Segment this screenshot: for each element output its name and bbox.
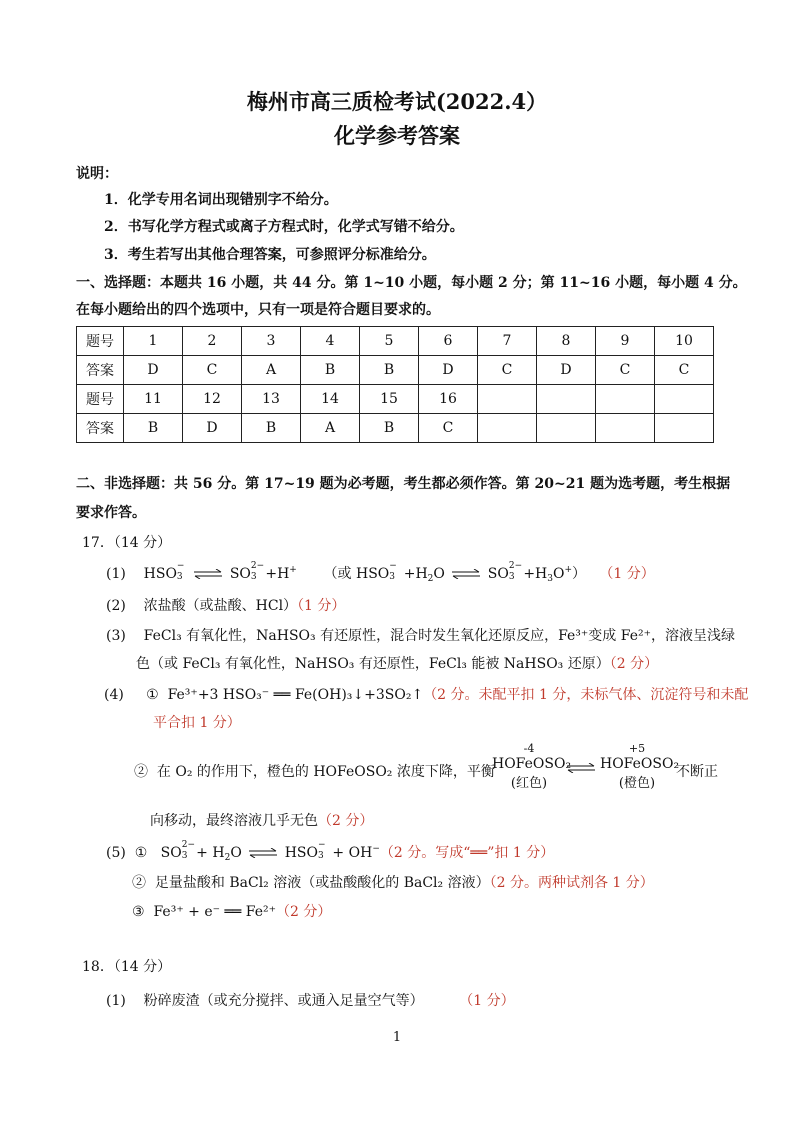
species-right-formula: HOFeOSO₂	[600, 756, 680, 772]
equilibrium-arrow-icon	[566, 763, 596, 773]
q17-part3-score: （2 分）	[609, 656, 659, 672]
table-row-numbers-1	[77, 327, 714, 356]
q17-part5-circle1: ①	[134, 845, 148, 861]
table-header-cell: 题号	[77, 385, 124, 414]
q17-part5-circle3: ③	[132, 904, 145, 920]
q17-part4-note1: （2 分。未配平扣 1 分，未标气体、沉淀符号和未配	[423, 687, 749, 703]
table-row-answers-2	[77, 414, 714, 443]
section1-intro-line1: 一、选择题：本题共 16 小题，共 44 分。第 1~10 小题，每小题 2 分；第 11~16 小题，每小题 4 分。	[76, 275, 747, 291]
q18-part1-score: （1 分）	[459, 993, 515, 1009]
table-cell: A	[242, 356, 301, 385]
table-cell: 16	[419, 385, 478, 414]
table-header-cell: 答案	[77, 414, 124, 443]
table-cell: B	[360, 356, 419, 385]
q17-part4-line2	[134, 761, 495, 781]
table-header-cell: 题号	[77, 327, 124, 356]
table-row-answers-1	[77, 356, 714, 385]
section1-intro-line2: 在每小题给出的四个选项中，只有一项是符合题目要求的。	[76, 302, 440, 318]
table-cell: C	[183, 356, 242, 385]
q17-part5-line3	[132, 901, 331, 921]
q17-part4-note2: 平合扣 1 分）	[153, 715, 241, 731]
page-number: 1	[392, 1030, 402, 1045]
section2-intro-line2: 要求作答。	[76, 505, 146, 521]
table-cell: 4	[301, 327, 360, 356]
table-cell: 1	[124, 327, 183, 356]
table-cell: C	[419, 414, 478, 443]
equilibrium-arrow-icon	[193, 569, 223, 579]
q18-part1	[106, 990, 515, 1010]
table-cell: 2	[183, 327, 242, 356]
q17-part3-text1: FeCl₃ 有氧化性，NaHSO₃ 有还原性，混合时发生氧化还原反应，Fe³⁺变成 Fe²⁺，溶液呈浅绿	[143, 628, 735, 644]
species-left-formula: HOFeOSO₂	[492, 756, 572, 772]
table-cell: 7	[478, 327, 537, 356]
table-cell	[478, 414, 537, 443]
table-cell: B	[242, 414, 301, 443]
table-cell: D	[419, 356, 478, 385]
table-cell	[478, 385, 537, 414]
table-cell	[537, 414, 596, 443]
table-cell: 11	[124, 385, 183, 414]
q17-part5-line2	[132, 872, 654, 892]
q17-part4-text2c: 向移动，最终溶液几乎无色	[150, 813, 318, 829]
q17-title: 17．（14 分）	[82, 535, 172, 551]
q17-part2-number: (2)	[106, 598, 126, 614]
table-cell: A	[301, 414, 360, 443]
q17-part5-note3: （2 分）	[276, 904, 332, 920]
q17-part5-equation3: Fe³⁺ + e⁻ ══ Fe²⁺	[153, 904, 277, 920]
q18-part1-number: (1)	[106, 993, 126, 1009]
table-cell: B	[360, 414, 419, 443]
table-cell: 14	[301, 385, 360, 414]
q17-part1-score: （1 分）	[599, 566, 655, 582]
table-cell: 9	[596, 327, 655, 356]
table-cell: D	[537, 356, 596, 385]
q17-part3-number: (3)	[106, 628, 126, 644]
section2-intro-line1: 二、非选择题：共 56 分。第 17~19 题为必考题，考生都必须作答。第 20~21 题为选考题，考生根据	[76, 476, 731, 492]
oxidation-state-left: -4	[523, 742, 535, 755]
table-cell: 10	[655, 327, 714, 356]
q18-part1-text: 粉碎废渣（或充分搅拌、或通入足量空气等）	[143, 993, 424, 1009]
table-cell	[537, 385, 596, 414]
q18-title: 18．（14 分）	[82, 959, 172, 975]
table-cell: 12	[183, 385, 242, 414]
species-left	[492, 742, 572, 791]
table-cell: D	[124, 356, 183, 385]
q17-part3-line1	[106, 625, 735, 645]
q17-part4-equation: Fe³⁺+3 HSO₃⁻ ══ Fe(OH)₃↓+3SO₂↑	[167, 687, 424, 703]
table-cell: 3	[242, 327, 301, 356]
q17-part4-line3	[150, 810, 373, 830]
table-cell	[596, 414, 655, 443]
q17-part3-text2: 色（或 FeCl₃ 有氧化性，NaHSO₃ 有还原性，FeCl₃ 能被 NaHSO₃ 还原）	[136, 656, 610, 672]
table-cell: C	[596, 356, 655, 385]
table-cell: B	[301, 356, 360, 385]
q17-part4-text2a: 在 O₂ 的作用下，橙色的 HOFeOSO₂ 浓度下降，平衡	[156, 764, 495, 780]
q17-part1: (1) HSO − 3 SO 2− 3 +H+ （或 HSO − 3 $+H_2O$ SO 2− 3 $+H_3O^+$） （1 分）	[106, 561, 655, 584]
q17-part4-text2b: 不断正	[676, 764, 718, 780]
q17-part5-line1: (5) ① SO 2− 3 + $H_2O$ HSO − 3 + OH−（2 分。写成“══”扣 1 分）	[106, 840, 555, 863]
table-row-numbers-2	[77, 385, 714, 414]
q17-part1-or: （或	[323, 566, 352, 582]
table-cell: D	[183, 414, 242, 443]
table-cell: 5	[360, 327, 419, 356]
q17-part4-circle2: ②	[134, 764, 148, 780]
note-item-3: 3．考生若写出其他合理答案，可参照评分标准给分。	[104, 247, 436, 263]
table-cell	[596, 385, 655, 414]
q17-part5-circle2: ②	[132, 875, 146, 891]
answer-table	[76, 326, 714, 443]
table-cell: 6	[419, 327, 478, 356]
species-right	[600, 742, 680, 791]
q17-part4-number: (4)	[104, 687, 124, 703]
table-cell	[655, 414, 714, 443]
table-cell: B	[124, 414, 183, 443]
equilibrium-arrow-icon	[248, 848, 278, 858]
table-cell: C	[478, 356, 537, 385]
q17-part5-note1: （2 分。写成“══”扣 1 分）	[379, 845, 555, 861]
q17-part5-number: (5)	[106, 845, 126, 861]
q17-part3-line2	[136, 653, 658, 673]
q17-part4-circle1: ①	[146, 687, 159, 703]
q17-part2-text: 浓盐酸（或盐酸、HCl）	[143, 598, 298, 614]
note-item-2: 2．书写化学方程式或离子方程式时，化学式写错不给分。	[104, 219, 464, 235]
table-cell: 15	[360, 385, 419, 414]
equilibrium-arrow-icon	[451, 569, 481, 579]
table-header-cell: 答案	[77, 356, 124, 385]
table-cell: C	[655, 356, 714, 385]
q17-part2	[106, 595, 345, 615]
notes-label: 说明：	[76, 166, 118, 182]
q17-part4-line1	[104, 684, 748, 704]
oxidation-state-right: +5	[628, 742, 646, 755]
table-cell	[655, 385, 714, 414]
q17-part1-number: (1)	[106, 566, 126, 582]
q17-part5-note2: （2 分。两种试剂各 1 分）	[489, 875, 654, 891]
document-title: 梅州市高三质检考试(2022.4）	[246, 89, 548, 114]
q17-part5-text2: 足量盐酸和 BaCl₂ 溶液（或盐酸酸化的 BaCl₂ 溶液）	[154, 875, 490, 891]
q17-part2-score: （1 分）	[297, 598, 346, 614]
document-subtitle: 化学参考答案	[334, 123, 460, 148]
species-right-label: (橙色)	[618, 776, 656, 791]
q17-part4-score2: （2 分）	[318, 813, 374, 829]
table-cell: 13	[242, 385, 301, 414]
species-left-label: (红色)	[510, 776, 548, 791]
table-cell: 8	[537, 327, 596, 356]
note-item-1: 1．化学专用名词出现错别字不给分。	[104, 192, 338, 208]
